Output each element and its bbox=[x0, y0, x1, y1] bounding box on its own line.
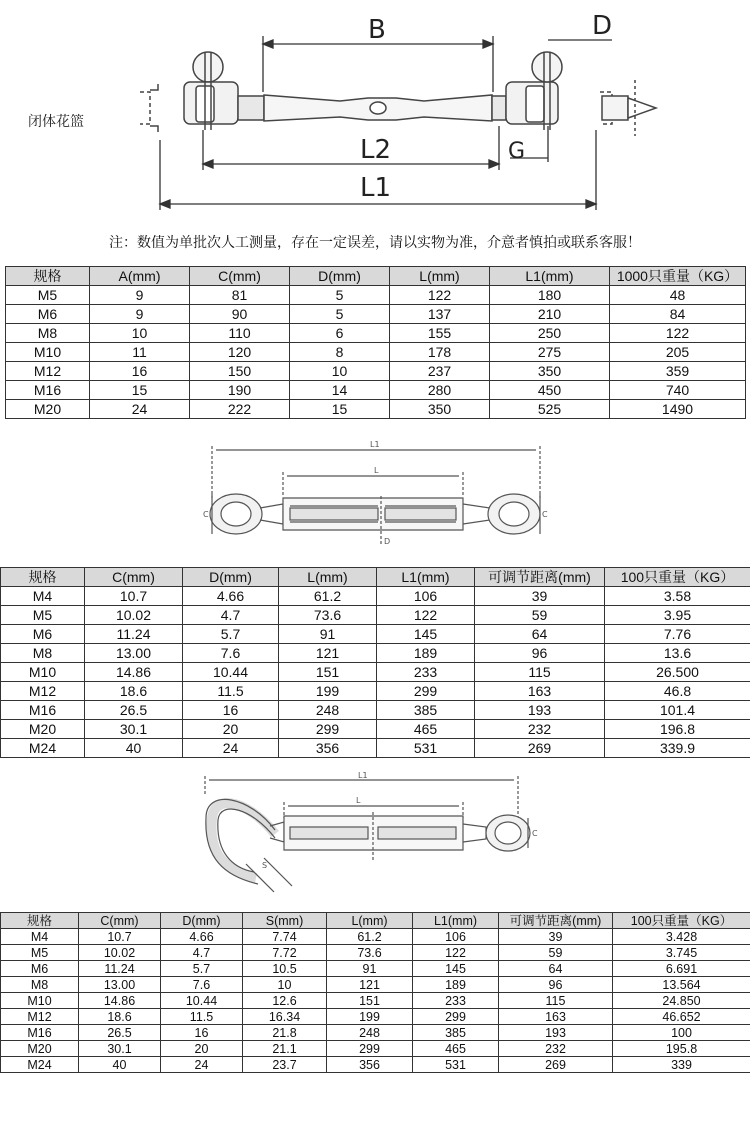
cell: M16 bbox=[1, 1025, 79, 1041]
cell: 10.7 bbox=[85, 587, 183, 606]
cell: 189 bbox=[413, 977, 499, 993]
cell: 210 bbox=[490, 305, 610, 324]
table-header-row bbox=[6, 267, 746, 286]
cell: 121 bbox=[327, 977, 413, 993]
cell: 23.7 bbox=[243, 1057, 327, 1073]
cell: M5 bbox=[1, 945, 79, 961]
cell: 190 bbox=[190, 381, 290, 400]
cell: 9 bbox=[90, 305, 190, 324]
cell: M6 bbox=[1, 625, 85, 644]
cell: 3.428 bbox=[613, 929, 750, 945]
header-cell: C(mm) bbox=[190, 267, 290, 286]
cell: 151 bbox=[279, 663, 377, 682]
cell: 24 bbox=[183, 739, 279, 758]
cell: 232 bbox=[475, 720, 605, 739]
cell: 122 bbox=[390, 286, 490, 305]
cell: 1490 bbox=[610, 400, 746, 419]
cell: 46.652 bbox=[613, 1009, 750, 1025]
header-cell: 100只重量（KG） bbox=[605, 568, 750, 587]
cell: 39 bbox=[499, 929, 613, 945]
cell: 4.66 bbox=[183, 587, 279, 606]
cell: 4.7 bbox=[183, 606, 279, 625]
cell: M4 bbox=[1, 929, 79, 945]
cell: 122 bbox=[610, 324, 746, 343]
cell: 84 bbox=[610, 305, 746, 324]
cell: 24.850 bbox=[613, 993, 750, 1009]
header-cell: S(mm) bbox=[243, 913, 327, 929]
cell: 5.7 bbox=[161, 961, 243, 977]
table-row bbox=[1, 929, 750, 945]
cell: 4.7 bbox=[161, 945, 243, 961]
cell: 15 bbox=[290, 400, 390, 419]
cell: 163 bbox=[499, 1009, 613, 1025]
cell: 299 bbox=[413, 1009, 499, 1025]
cell: 59 bbox=[499, 945, 613, 961]
table-row bbox=[1, 606, 750, 625]
cell: 137 bbox=[390, 305, 490, 324]
cell: 16 bbox=[183, 701, 279, 720]
cell: 189 bbox=[377, 644, 475, 663]
cell: 339 bbox=[613, 1057, 750, 1073]
table-row bbox=[6, 381, 746, 400]
cell: 11.5 bbox=[183, 682, 279, 701]
label-b: B bbox=[368, 15, 386, 45]
cell: 269 bbox=[499, 1057, 613, 1073]
cell: 20 bbox=[183, 720, 279, 739]
cell: 195.8 bbox=[613, 1041, 750, 1057]
cell: M16 bbox=[1, 701, 85, 720]
cell: M5 bbox=[6, 286, 90, 305]
cell: M20 bbox=[6, 400, 90, 419]
cell: M4 bbox=[1, 587, 85, 606]
header-cell: C(mm) bbox=[85, 568, 183, 587]
cell: 3.745 bbox=[613, 945, 750, 961]
turnbuckle-hook-eye-diagram bbox=[0, 772, 750, 902]
table-row bbox=[6, 286, 746, 305]
table-row bbox=[1, 961, 750, 977]
cell: 178 bbox=[390, 343, 490, 362]
cell: 10 bbox=[90, 324, 190, 343]
cell: 233 bbox=[377, 663, 475, 682]
cell: 356 bbox=[327, 1057, 413, 1073]
cell: 10 bbox=[243, 977, 327, 993]
cell: 91 bbox=[279, 625, 377, 644]
cell: 248 bbox=[279, 701, 377, 720]
cell: 10.44 bbox=[161, 993, 243, 1009]
cell: 16 bbox=[90, 362, 190, 381]
table-row bbox=[6, 305, 746, 324]
cell: 91 bbox=[327, 961, 413, 977]
header-cell: 规格 bbox=[1, 913, 79, 929]
table-row bbox=[1, 701, 750, 720]
label-l1: L1 bbox=[360, 173, 392, 203]
cell: 7.74 bbox=[243, 929, 327, 945]
cell: 11.24 bbox=[85, 625, 183, 644]
cell: 120 bbox=[190, 343, 290, 362]
cell: 106 bbox=[413, 929, 499, 945]
cell: M24 bbox=[1, 739, 85, 758]
cell: 73.6 bbox=[279, 606, 377, 625]
turnbuckle-jaw-drawing bbox=[0, 0, 750, 225]
header-cell: L(mm) bbox=[327, 913, 413, 929]
cell: 20 bbox=[161, 1041, 243, 1057]
cell: 13.00 bbox=[79, 977, 161, 993]
table-row bbox=[1, 1041, 750, 1057]
label-g: G bbox=[508, 139, 526, 164]
cell: 465 bbox=[377, 720, 475, 739]
cell: 21.1 bbox=[243, 1041, 327, 1057]
cell: 101.4 bbox=[605, 701, 750, 720]
cell: 115 bbox=[499, 993, 613, 1009]
table-row bbox=[1, 1009, 750, 1025]
cell: 180 bbox=[490, 286, 610, 305]
cell: 122 bbox=[413, 945, 499, 961]
cell: 30.1 bbox=[79, 1041, 161, 1057]
cell: M10 bbox=[1, 663, 85, 682]
header-cell: A(mm) bbox=[90, 267, 190, 286]
cell: 106 bbox=[377, 587, 475, 606]
cell: 5 bbox=[290, 305, 390, 324]
table-row bbox=[1, 663, 750, 682]
cell: 64 bbox=[475, 625, 605, 644]
cell: 30.1 bbox=[85, 720, 183, 739]
header-cell: 100只重量（KG） bbox=[613, 913, 750, 929]
cell: 13.564 bbox=[613, 977, 750, 993]
cell: 359 bbox=[610, 362, 746, 381]
cell: 237 bbox=[390, 362, 490, 381]
table-row bbox=[1, 682, 750, 701]
cell: 81 bbox=[190, 286, 290, 305]
cell: 96 bbox=[475, 644, 605, 663]
table-row bbox=[1, 625, 750, 644]
cell: 350 bbox=[490, 362, 610, 381]
label-d: D bbox=[384, 537, 391, 546]
label-l: L bbox=[356, 796, 361, 805]
cell: 193 bbox=[475, 701, 605, 720]
cell: 10.7 bbox=[79, 929, 161, 945]
cell: 10 bbox=[290, 362, 390, 381]
header-cell: D(mm) bbox=[161, 913, 243, 929]
cell: 299 bbox=[377, 682, 475, 701]
label-l2: L2 bbox=[360, 135, 392, 165]
cell: 299 bbox=[279, 720, 377, 739]
cell: 40 bbox=[85, 739, 183, 758]
cell: 10.02 bbox=[79, 945, 161, 961]
table-row bbox=[1, 945, 750, 961]
cell: M8 bbox=[1, 977, 79, 993]
cell: 11.5 bbox=[161, 1009, 243, 1025]
table-row bbox=[1, 644, 750, 663]
cell: 199 bbox=[279, 682, 377, 701]
table-row bbox=[6, 324, 746, 343]
header-cell: 规格 bbox=[6, 267, 90, 286]
table-header-row bbox=[1, 568, 750, 587]
table-row bbox=[1, 739, 750, 758]
cell: 222 bbox=[190, 400, 290, 419]
table-row bbox=[6, 343, 746, 362]
cell: 740 bbox=[610, 381, 746, 400]
cell: 193 bbox=[499, 1025, 613, 1041]
cell: 9 bbox=[90, 286, 190, 305]
cell: 525 bbox=[490, 400, 610, 419]
cell: 6.691 bbox=[613, 961, 750, 977]
cell: 11.24 bbox=[79, 961, 161, 977]
cell: 24 bbox=[161, 1057, 243, 1073]
cell: M10 bbox=[1, 993, 79, 1009]
cell: M5 bbox=[1, 606, 85, 625]
cell: 531 bbox=[413, 1057, 499, 1073]
label-s: S bbox=[262, 861, 268, 870]
header-cell: L1(mm) bbox=[413, 913, 499, 929]
table-row bbox=[6, 362, 746, 381]
cell: 450 bbox=[490, 381, 610, 400]
header-cell: C(mm) bbox=[79, 913, 161, 929]
cell: M6 bbox=[6, 305, 90, 324]
label-c: C bbox=[532, 829, 538, 838]
cell: 10.5 bbox=[243, 961, 327, 977]
cell: 48 bbox=[610, 286, 746, 305]
cell: 205 bbox=[610, 343, 746, 362]
cell: 14.86 bbox=[79, 993, 161, 1009]
cell: 4.66 bbox=[161, 929, 243, 945]
cell: 356 bbox=[279, 739, 377, 758]
cell: 46.8 bbox=[605, 682, 750, 701]
cell: 233 bbox=[413, 993, 499, 1009]
cell: 115 bbox=[475, 663, 605, 682]
cell: 250 bbox=[490, 324, 610, 343]
cell: 145 bbox=[413, 961, 499, 977]
cell: 385 bbox=[377, 701, 475, 720]
table-row bbox=[1, 977, 750, 993]
cell: M8 bbox=[6, 324, 90, 343]
cell: 122 bbox=[377, 606, 475, 625]
side-label: 闭体花篮 bbox=[28, 114, 84, 130]
table-row bbox=[1, 1025, 750, 1041]
header-cell: L1(mm) bbox=[490, 267, 610, 286]
table-header-row bbox=[1, 913, 750, 929]
cell: 5.7 bbox=[183, 625, 279, 644]
cell: 121 bbox=[279, 644, 377, 663]
cell: 64 bbox=[499, 961, 613, 977]
cell: 8 bbox=[290, 343, 390, 362]
cell: 13.00 bbox=[85, 644, 183, 663]
spec-table-hook-eye bbox=[0, 912, 750, 1073]
cell: M6 bbox=[1, 961, 79, 977]
cell: M20 bbox=[1, 720, 85, 739]
cell: 339.9 bbox=[605, 739, 750, 758]
cell: 280 bbox=[390, 381, 490, 400]
cell: 248 bbox=[327, 1025, 413, 1041]
cell: 13.6 bbox=[605, 644, 750, 663]
cell: 10.02 bbox=[85, 606, 183, 625]
table-row bbox=[1, 720, 750, 739]
cell: 155 bbox=[390, 324, 490, 343]
turnbuckle-jaw-diagram bbox=[0, 0, 750, 225]
cell: 350 bbox=[390, 400, 490, 419]
cell: 96 bbox=[499, 977, 613, 993]
header-cell: D(mm) bbox=[183, 568, 279, 587]
header-cell: 1000只重量（KG） bbox=[610, 267, 746, 286]
cell: 21.8 bbox=[243, 1025, 327, 1041]
header-cell: 可调节距离(mm) bbox=[499, 913, 613, 929]
cell: 15 bbox=[90, 381, 190, 400]
cell: 199 bbox=[327, 1009, 413, 1025]
cell: 232 bbox=[499, 1041, 613, 1057]
cell: M20 bbox=[1, 1041, 79, 1057]
cell: 61.2 bbox=[327, 929, 413, 945]
table-row bbox=[1, 1057, 750, 1073]
cell: 163 bbox=[475, 682, 605, 701]
cell: 40 bbox=[79, 1057, 161, 1073]
header-cell: L1(mm) bbox=[377, 568, 475, 587]
cell: M12 bbox=[1, 1009, 79, 1025]
cell: 18.6 bbox=[85, 682, 183, 701]
cell: M24 bbox=[1, 1057, 79, 1073]
table-row bbox=[6, 400, 746, 419]
label-c-right: C bbox=[542, 510, 548, 519]
label-l: L bbox=[374, 466, 379, 475]
cell: 12.6 bbox=[243, 993, 327, 1009]
cell: 196.8 bbox=[605, 720, 750, 739]
label-l1: L1 bbox=[358, 772, 368, 780]
cell: 39 bbox=[475, 587, 605, 606]
spec-table-eye-eye bbox=[0, 567, 750, 758]
cell: M8 bbox=[1, 644, 85, 663]
cell: 151 bbox=[327, 993, 413, 1009]
cell: 110 bbox=[190, 324, 290, 343]
cell: 5 bbox=[290, 286, 390, 305]
cell: 145 bbox=[377, 625, 475, 644]
cell: 11 bbox=[90, 343, 190, 362]
header-cell: D(mm) bbox=[290, 267, 390, 286]
cell: 26.5 bbox=[85, 701, 183, 720]
cell: M12 bbox=[1, 682, 85, 701]
cell: 3.58 bbox=[605, 587, 750, 606]
cell: 6 bbox=[290, 324, 390, 343]
header-cell: 规格 bbox=[1, 568, 85, 587]
header-cell: L(mm) bbox=[390, 267, 490, 286]
table-row bbox=[1, 993, 750, 1009]
cell: 26.5 bbox=[79, 1025, 161, 1041]
cell: 3.95 bbox=[605, 606, 750, 625]
cell: 7.6 bbox=[161, 977, 243, 993]
table-row bbox=[1, 587, 750, 606]
spec-table-jaw bbox=[5, 266, 746, 419]
cell: 7.72 bbox=[243, 945, 327, 961]
cell: 275 bbox=[490, 343, 610, 362]
cell: M12 bbox=[6, 362, 90, 381]
turnbuckle-hook-eye-drawing bbox=[0, 772, 750, 902]
cell: M10 bbox=[6, 343, 90, 362]
cell: M16 bbox=[6, 381, 90, 400]
cell: 385 bbox=[413, 1025, 499, 1041]
cell: 531 bbox=[377, 739, 475, 758]
label-c-left: C bbox=[203, 510, 209, 519]
cell: 299 bbox=[327, 1041, 413, 1057]
header-cell: L(mm) bbox=[279, 568, 377, 587]
cell: 100 bbox=[613, 1025, 750, 1041]
cell: 90 bbox=[190, 305, 290, 324]
cell: 16 bbox=[161, 1025, 243, 1041]
cell: 7.76 bbox=[605, 625, 750, 644]
turnbuckle-eye-eye-drawing bbox=[0, 436, 750, 556]
cell: 59 bbox=[475, 606, 605, 625]
header-cell: 可调节距离(mm) bbox=[475, 568, 605, 587]
cell: 73.6 bbox=[327, 945, 413, 961]
cell: 16.34 bbox=[243, 1009, 327, 1025]
cell: 150 bbox=[190, 362, 290, 381]
cell: 14 bbox=[290, 381, 390, 400]
cell: 7.6 bbox=[183, 644, 279, 663]
cell: 18.6 bbox=[79, 1009, 161, 1025]
cell: 61.2 bbox=[279, 587, 377, 606]
cell: 10.44 bbox=[183, 663, 279, 682]
measurement-note: 注：数值为单批次人工测量，存在一定误差，请以实物为准，介意者慎拍或联系客服！ bbox=[109, 235, 641, 251]
cell: 269 bbox=[475, 739, 605, 758]
label-l1: L1 bbox=[370, 440, 380, 449]
turnbuckle-eye-eye-diagram bbox=[0, 436, 750, 556]
cell: 26.500 bbox=[605, 663, 750, 682]
cell: 14.86 bbox=[85, 663, 183, 682]
cell: 465 bbox=[413, 1041, 499, 1057]
label-d: D bbox=[592, 11, 613, 41]
cell: 24 bbox=[90, 400, 190, 419]
